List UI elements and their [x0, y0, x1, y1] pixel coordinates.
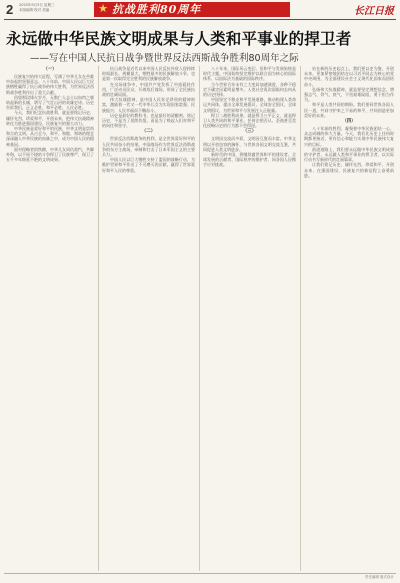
newspaper-logo: 长江日报	[354, 6, 394, 17]
body-paragraph: 中国人民以巨大牺牲支持了盟国的战略行动，为维护世界和平作出了不可磨灭的贡献，赢得了世界爱好和平人民的尊重。	[102, 157, 195, 173]
section-marker: （一）	[43, 67, 57, 72]
masthead	[0, 0, 400, 20]
body-paragraph: 历史是最好的教科书，也是最好的清醒剂。铭记历史，不是为了延续仇恨，而是为了唤起人们对和平的向往和坚守。	[102, 112, 195, 129]
body-column-2	[102, 66, 195, 571]
body-paragraph: 面对侵略者的铁蹄，中华儿女同仇敌忾、共御外侮，以不屈不挠的斗争捍卫了民族尊严，保卫了五千多年绵延不绝的文明成果。	[6, 146, 94, 163]
body-paragraph: 今天，我们纪念抗战胜利，就是要铭记历史、缅怀先烈、珍爱和平、开创未来，把伟大抗战精神转化为推进强国建设、民族复兴的强大动力。	[6, 110, 94, 126]
body-paragraph: 站在新的历史起点上，我们要以史为鉴、开创未来，更加紧密地团结在以习近平同志为核心的党中央周围，为全面建设社会主义现代化国家而团结奋斗。	[304, 66, 394, 87]
body-paragraph: 民族复兴的伟大征程，写满了中华儿女在苦难中奋起的坚强意志。八十年前，中国人民以巨大民族牺牲赢得了抗日战争的伟大胜利，为世界反法西斯战争胜利作出了重大贡献。	[6, 74, 94, 95]
section-marker: （三）	[242, 129, 257, 135]
body-paragraph: 八十年来，国际风云变幻，但和平与发展始终是时代主题。中国始终坚定维护以联合国为核心的国际体系、以国际法为基础的国际秩序。	[203, 66, 296, 82]
body-paragraph: 中华民族是爱好和平的民族，中华文明是崇尚和合的文明。从古至今，和平、和睦、和谐的理念深深融入中华民族的血脉之中，成为中国人民的精神基因。	[6, 126, 94, 147]
body-paragraph: 在这场战争中，中国共产党发挥了中流砥柱作用，广泛动员民众，开辟敌后战场，形成了全民族抗战的壮阔局面。	[102, 81, 195, 98]
footer-credits: 责任编辑 版式设计	[364, 575, 394, 579]
body-paragraph: 抗日战争是近代以来中国人民反抗外敌入侵持续时间最长、规模最大、牺牲最多的民族解放斗争，也是第一次取得完全胜利的民族解放战争。	[102, 66, 195, 82]
body-paragraph: 和平是人类共同的期盼。我们要同世界各国人民一道，共同守护来之不易的和平，共同创造更加美好的未来。	[304, 102, 394, 118]
column-divider	[199, 66, 200, 571]
body-paragraph: 捍卫二战胜利成果，就是捍卫公平正义，就是捍卫人类共同的和平事业。任何企图否认、歪曲甚至美化侵略历史的行为都不会得逞。	[203, 112, 296, 129]
header-divider	[4, 19, 396, 20]
body-paragraph: 弘扬伟大抗战精神，就是要坚定理想信念，增强志气、骨气、底气，不畏艰难险阻，勇于担当作为。	[304, 86, 394, 103]
body-column-1	[6, 66, 94, 571]
page-number: 2	[6, 2, 14, 17]
issue-date: 2025年9月3日 星期三	[19, 3, 55, 7]
body-paragraph: 世界反法西斯战争的胜利，是全世界爱好和平的人民共同奋斗的结果。中国战场作为世界反法西斯战争的东方主战场，牵制和打击了日本军国主义的主要兵力。	[102, 136, 195, 158]
body-column-4	[304, 66, 394, 571]
body-paragraph: 中国坚定不移走和平发展道路，推动构建人类命运共同体，提出全球发展倡议、全球安全倡议、全球文明倡议，为世界和平与发展注入正能量。	[203, 97, 296, 113]
footer-divider	[4, 573, 396, 574]
star-icon: ★	[98, 2, 108, 15]
column-divider	[300, 66, 301, 571]
article-headline: 永远做中华民族文明成果与人类和平事业的捍卫者	[6, 30, 352, 48]
article-subheadline: ——写在中国人民抗日战争暨世界反法西斯战争胜利80周年之际	[30, 53, 299, 64]
section-marker: （二）	[141, 129, 156, 135]
body-paragraph: 让我们铭记历史、缅怀先烈，珍爱和平、开创未来，在强国建设、民族复兴的新征程上奋勇前进。	[304, 162, 394, 178]
body-paragraph: 伟大抗战精神，是中国人民弥足珍贵的精神财富，激励着一代又一代中华儿女为实现国家富强、民族振兴、人民幸福而不懈奋斗。	[102, 97, 195, 113]
body-paragraph: 当今世界百年未有之大变局加速演进，各种不稳定不确定因素明显增多。人类社会再次面临何去何从的历史抉择。	[203, 81, 296, 98]
section-marker: （四）	[342, 119, 356, 125]
body-paragraph: 文明因交流而多彩，文明因互鉴而丰富。中华文明以开放包容的胸怀，与世界各国文明交流互鉴，共同促进人类文明进步。	[203, 136, 296, 152]
column-divider	[98, 66, 99, 571]
body-paragraph: 回望那段烽火岁月，无数仁人志士以血肉之躯筑起新的长城，谱写了气壮山河的英雄史诗。历史告诉我们，正义必胜、和平必胜、人民必胜。	[6, 94, 94, 111]
issue-meta	[19, 3, 89, 12]
body-paragraph: 八十年前的胜利，凝聚着中华民族团结一心、众志成城的伟大力量。今天，我们比历史上任何时期都更接近、更有信心和能力实现中华民族伟大复兴的目标。	[304, 126, 394, 147]
editor-credits: 本版编辑 校对 美编	[19, 7, 50, 12]
body-paragraph: 前进道路上，我们要永远做中华民族文明成果的守护者，永远做人类和平事业的捍卫者，以实际行动书写新时代的壮丽篇章。	[304, 146, 394, 163]
banner-title: 抗战胜利80周年	[112, 3, 202, 16]
body-paragraph: 新时代的中国，将继续做世界和平的建设者、全球发展的贡献者、国际秩序的维护者，同各国人民携手应对挑战。	[203, 152, 296, 168]
body-column-3	[203, 66, 296, 571]
